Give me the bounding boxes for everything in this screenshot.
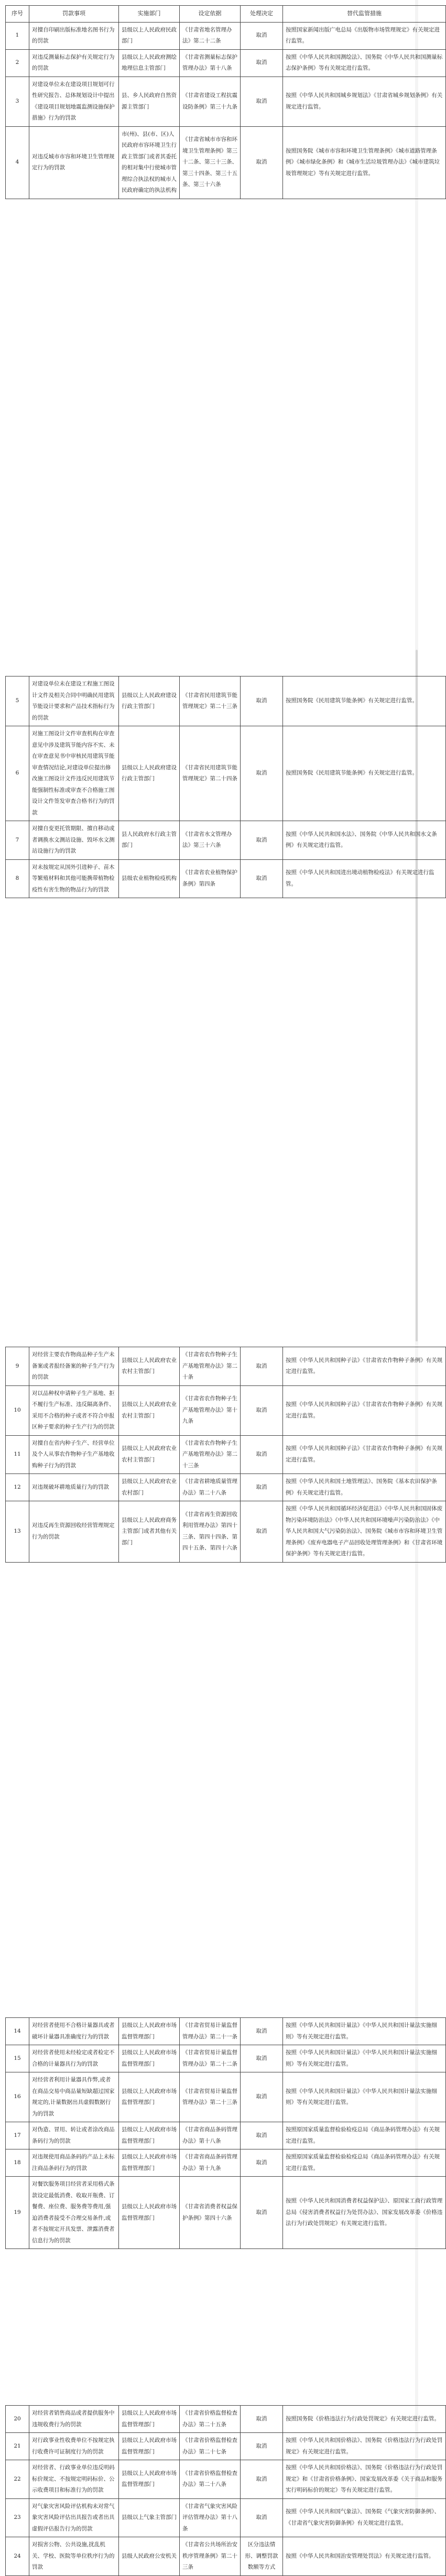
- table-cell: 按照原国家质量监督检验检疫总局《商品条码管理办法》有关规定进行监管。: [283, 2149, 446, 2177]
- table-row: [6, 2072, 446, 2122]
- table-cell: 23: [6, 2498, 29, 2537]
- table-cell: 对施工图设计文件审查机构在审查意见中涉及建筑节能内容不实、未在审查意见书中审核民用建筑节能审查情况结论,对建设单位提出修改施工图设计文件违反民用建筑节能强制性标准或审查不合格施工图设计文件签发审查合格书行为的罚款: [29, 726, 119, 821]
- table-cell: 对违反测量标志保护有关规定行为的罚款: [29, 49, 119, 77]
- table-cell: 取消: [241, 676, 283, 726]
- table-cell: 县级以上人民政府建设行政主管部门: [119, 726, 180, 821]
- table-cell: 按照《中华人民共和国种子法》《甘肃省农作物种子条例》有关规定进行监管。: [283, 1435, 446, 1474]
- table-cell: 对擅自在省内种子生产、经营单位及个人从事农作物种子生产基地收购种子行为的罚款: [29, 1435, 119, 1474]
- table-cell: 对建设单位未在建设工程施工图设计文件及相关合同中明确民用建筑节能设计要求和产品技术指标行为的罚款: [29, 676, 119, 726]
- table-cell: 按照《中华人民共和国循环经济促进法》《中华人民共和国固体废物污染环境防治法》《中华人民共和国环境噪声污染防治法》《中华人民共和国大气污染防治法》、国务院《城市市容和环境卫生管理条例》《废弃电器电子产品回收处理管理条例》和《甘肃省环境保护条例》等有关规定进行监管。: [283, 1501, 446, 1563]
- table-row: [6, 2122, 446, 2149]
- table-cell: 《甘肃省民用建筑节能管理规定》第二十四条: [180, 726, 241, 821]
- table-cell: 县级以上人民政府农业农村部门: [119, 1474, 180, 1501]
- table-cell: 县级以上人民政府测绘地理信息主管部门: [119, 49, 180, 77]
- table-cell: 县级以上人民政府农业农村主管部门: [119, 1435, 180, 1474]
- table-cell: 县级以上人民政府市场监督管理部门: [119, 2018, 180, 2045]
- table-cell: 取消: [241, 2149, 283, 2177]
- table-cell: 《甘肃省城市市容和环境卫生管理条例》第三十二条、第三十三条、第三十四条、第三十五条、第三十六条: [180, 126, 241, 199]
- table-cell: 取消: [241, 1474, 283, 1501]
- table-cell: 取消: [241, 1435, 283, 1474]
- table-cell: 按照国务院《价格违法行为行政处罚规定》有关规定进行监管。: [283, 2406, 446, 2433]
- table-cell: 取消: [241, 2406, 283, 2433]
- table-cell: 对未按规定从国外引进种子、苗木等繁殖材料和其他可能携带植物检疫性有害生物的物品行为的罚款: [29, 859, 119, 898]
- table-cell: 6: [6, 726, 29, 821]
- table-cell: 《甘肃省民用建筑节能管理规定》第二十三条: [180, 676, 241, 726]
- table-cell: 县、乡人民政府自然资源主管部门: [119, 77, 180, 126]
- table-cell: 《甘肃省气象灾害风险评估管理办法》第十八条: [180, 2498, 241, 2537]
- table-cell: 《甘肃省贸易计量监督管理办法》第二十二条: [180, 2045, 241, 2072]
- table-cell: 对违规破坏耕地质量行为的罚款: [29, 1474, 119, 1501]
- table-cell: 县级以上人民政府市场监督管理部门: [119, 2149, 180, 2177]
- table-cell: 取消: [241, 2072, 283, 2122]
- table-cell: 19: [6, 2177, 29, 2249]
- table-cell: 市(州)、县(市、区)人民政府市容环境卫生行政主管部门或者其委托的相对集中行使城市管理综合执法权的城市人民政府确定的执法机构: [119, 126, 180, 199]
- table-cell: 12: [6, 1474, 29, 1501]
- table-row: [6, 126, 446, 199]
- column-header: 罚款事项: [29, 6, 119, 23]
- table-cell: 24: [6, 2537, 29, 2576]
- table-cell: 《甘肃省贸易计量监督管理办法》第二十一条: [180, 2018, 241, 2045]
- table-cell: 20: [6, 2406, 29, 2433]
- table-cell: 5: [6, 676, 29, 726]
- table-cell: 取消: [241, 2460, 283, 2499]
- table-cell: 《甘肃省消费者权益保护条例》第四十六条: [180, 2177, 241, 2249]
- table-cell: 对行政事业性收费单位不按规定执行收费许可证制度行为的罚款: [29, 2433, 119, 2460]
- table-cell: 对擅自印刷出版标准地名图书行为的罚款: [29, 22, 119, 49]
- table-cell: 《甘肃省水文管理办法》第三十六条: [180, 821, 241, 860]
- table-cell: 《甘肃省农作物种子生产基地管理办法》第二十三条: [180, 1435, 241, 1474]
- table-cell: 县级以上人民政府市场监督管理部门: [119, 2072, 180, 2122]
- table-cell: 对以品种权申请种子生产基地、拒不履行生产标准、违反隔离条件、采用不合格的种子或者不符合申报区种子要求的种子生产行为的罚款: [29, 1385, 119, 1435]
- table-cell: 取消: [241, 1501, 283, 1563]
- table-cell: 取消: [241, 22, 283, 49]
- table-cell: 《甘肃省测量标志保护管理办法》第十八条: [180, 49, 241, 77]
- table-cell: 取消: [241, 2045, 283, 2072]
- table-cell: 取消: [241, 821, 283, 860]
- table-cell: 按照国务院《民用建筑节能条例》有关规定进行监管。: [283, 676, 446, 726]
- table-cell: 县级以上人民政府建设行政主管部门: [119, 676, 180, 726]
- table-cell: 县级以上气象主管部门: [119, 2498, 180, 2537]
- section-table: [5, 2405, 446, 2576]
- table-cell: 对经营者利用计量器具作弊,或者在商品交易中商品量短缺超过国家规定的,计量数据出具虚假数据行为的罚款: [29, 2072, 119, 2122]
- table-row: [6, 2045, 446, 2072]
- table-cell: 对气象灾害风险评估机构未对常气象灾害风险评估出具报告或者出具虚假评估报告行为的罚款: [29, 2498, 119, 2537]
- table-cell: 对经营主要农作物商品种子生产未备案或者报经备案的种子生产行为的罚款: [29, 1347, 119, 1386]
- table-cell: 按照《中华人民共和国城乡规划法》《甘肃省城乡规划条例》有关规定进行监管。: [283, 77, 446, 126]
- table-row: [6, 1385, 446, 1435]
- table-cell: 15: [6, 2045, 29, 2072]
- table-cell: 《甘肃省再生资源回收利用管理办法》第四十三条、第四十四条、第四十五条、第四十六条: [180, 1501, 241, 1563]
- table-cell: 县级人民政府公安机关: [119, 2537, 180, 2576]
- table-cell: 按照《中华人民共和国种子法》《甘肃省农作物种子条例》有关规定进行监管。: [283, 1385, 446, 1435]
- table-cell: 取消: [241, 1385, 283, 1435]
- table-cell: 《甘肃省公共场所治安秩序管理条例》第二十三条: [180, 2537, 241, 2576]
- section-table: [5, 5, 446, 199]
- table-cell: 按照《中华人民共和国价格法》、国务院《价格违法行为行政处罚规定》和《甘肃省价格条例》、国家发展改革委《关于商品和服务实行明码标价的规定》等有关规定进行监管。: [283, 2460, 446, 2499]
- table-cell: 取消: [241, 77, 283, 126]
- table-cell: 18: [6, 2149, 29, 2177]
- table-cell: 对违反城市市容和环境卫生管理规定行为的罚款: [29, 126, 119, 199]
- table-cell: 按照《中华人民共和国水法》、国务院《中华人民共和国水文条例》有关规定进行监管。: [283, 821, 446, 860]
- table-row: [6, 2149, 446, 2177]
- section-table: [5, 2017, 446, 2249]
- table-row: [6, 1435, 446, 1474]
- table-cell: 取消: [241, 2018, 283, 2045]
- section-table: [5, 1347, 446, 1563]
- column-header: 实施部门: [119, 6, 180, 23]
- table-cell: 县人民政府水行政主管部门: [119, 821, 180, 860]
- table-row: [6, 2433, 446, 2460]
- table-cell: 按照《中华人民共和国测绘法》、国务院《中华人民共和国测量标志保护条例》等有关规定进行监管。: [283, 49, 446, 77]
- table-cell: 按照《中华人民共和国计量法》《中华人民共和国计量法实施细则》等有关规定进行监管。: [283, 2018, 446, 2045]
- table-cell: 《甘肃省农作物种子生产基地管理办法》第二十条: [180, 1347, 241, 1386]
- table-cell: 《甘肃省商品条码管理办法》第十八条: [180, 2122, 241, 2149]
- table-cell: 11: [6, 1435, 29, 1474]
- table-cell: 《甘肃省价格监督检查办法》第二十五条: [180, 2406, 241, 2433]
- table-cell: 《甘肃省农作物种子生产基地管理办法》第十九条: [180, 1385, 241, 1435]
- table-cell: 8: [6, 859, 29, 898]
- table-cell: 对经营者使用未经检定或者检定不合格的计量器具行为的罚款: [29, 2045, 119, 2072]
- table-cell: 按照《中华人民共和国消费者权益保护法》、原国家工商行政管理总局《侵害消费者权益行为处罚办法》、国家发展改革委《价格违法行为行政处罚规定》有关规定进行监管。: [283, 2177, 446, 2249]
- table-cell: 按照国务院《城市市容和环境卫生管理条例》《城市道路管理条例》《城市绿化条例》和《城市生活垃圾管理办法》《城市建筑垃圾管理规定》等有关规定进行监管。: [283, 126, 446, 199]
- table-row: [6, 1347, 446, 1386]
- header-row: [6, 6, 446, 23]
- table-cell: 9: [6, 1347, 29, 1386]
- table-row: [6, 676, 446, 726]
- table-row: [6, 49, 446, 77]
- column-header: 处理决定: [241, 6, 283, 23]
- table-cell: 取消: [241, 2433, 283, 2460]
- table-cell: 3: [6, 77, 29, 126]
- table-cell: 2: [6, 49, 29, 77]
- table-cell: 《甘肃省农业植物保护条例》第四条: [180, 859, 241, 898]
- table-cell: 县级以上人民政府市场监督管理部门: [119, 2177, 180, 2249]
- table-cell: 县级以上人民政府市场监督管理部门: [119, 2460, 180, 2499]
- table-cell: 取消: [241, 2122, 283, 2149]
- table-cell: 按照国务院《民用建筑节能条例》有关规定进行监管。: [283, 726, 446, 821]
- table-cell: 对擅自变更托管期限、擅自移动或者调换水文测站设施、毁坏水文测站设施行为的罚款: [29, 821, 119, 860]
- table-cell: 17: [6, 2122, 29, 2149]
- table-row: [6, 2537, 446, 2576]
- table-cell: 县级以上人民政府农业农村主管部门: [119, 1385, 180, 1435]
- table-row: [6, 2460, 446, 2499]
- table-cell: 22: [6, 2460, 29, 2499]
- table-cell: 按照《中华人民共和国计量法》《中华人民共和国计量法实施细则》等有关规定进行监管。: [283, 2072, 446, 2122]
- table-cell: 16: [6, 2072, 29, 2122]
- table-row: [6, 821, 446, 860]
- table-cell: 《甘肃省地名管理办法》第二十二条: [180, 22, 241, 49]
- table-cell: 按照原国家质量监督检验检疫总局《商品条码管理办法》有关规定进行监管。: [283, 2122, 446, 2149]
- table-cell: 1: [6, 22, 29, 49]
- table-cell: 按照《中华人民共和国计量法》《中华人民共和国计量法实施细则》等有关规定进行监管。: [283, 2045, 446, 2072]
- table-cell: 《甘肃省价格监督检查办法》第二十七条: [180, 2433, 241, 2460]
- table-cell: 《甘肃省耕地质量管理办法》第二十八条: [180, 1474, 241, 1501]
- table-cell: 对餐饮服务项目经营者采用格式条款设定最低消费、收取开瓶费、订餐费、座位费、服务费等费用,强迫消费者接受不合理交易条件,或者不按规定开具发票、泄露消费者信息行为的罚款: [29, 2177, 119, 2249]
- table-cell: 对违规使用商品条码的产品上未标注商品条码行为的罚款: [29, 2149, 119, 2177]
- table-cell: 取消: [241, 2498, 283, 2537]
- table-cell: 县级以上人民政府市场监督管理部门: [119, 2406, 180, 2433]
- table-cell: 《甘肃省价格监督检查办法》第二十八条: [180, 2460, 241, 2499]
- table-cell: 10: [6, 1385, 29, 1435]
- table-cell: 4: [6, 126, 29, 199]
- table-cell: 按照《中华人民共和国气象法》、国务院《气象灾害防御条例》、《甘肃省气象灾害防御条例》有关规定进行监管。: [283, 2498, 446, 2537]
- table-cell: 取消: [241, 859, 283, 898]
- table-cell: 7: [6, 821, 29, 860]
- table-cell: 县级以上人民政府农业农村主管部门: [119, 1347, 180, 1386]
- table-cell: 对经营者销售商品或者提供服务中违规收费行为的罚款: [29, 2406, 119, 2433]
- table-row: [6, 2018, 446, 2045]
- column-header: 设定依据: [180, 6, 241, 23]
- table-cell: 对损害公物、公共设施,扰乱机关、学校、医院等单位秩序行为的罚款: [29, 2537, 119, 2576]
- table-cell: 取消: [241, 2177, 283, 2249]
- table-cell: 按照国家新闻出版广电总局《出版物市场管理规定》有关规定进行监管。: [283, 22, 446, 49]
- table-cell: 按照《中华人民共和国进出境动植物检疫法》有关规定进行监管。: [283, 859, 446, 898]
- table-cell: 《甘肃省建设工程抗震设防条例》第三十九条: [180, 77, 241, 126]
- table-cell: 对违反再生资源回收经营管理规定行为的罚款: [29, 1501, 119, 1563]
- column-header: 替代监管措施: [283, 6, 446, 23]
- table-cell: 县级以上人民政府市场监督管理部门: [119, 2433, 180, 2460]
- table-row: [6, 1474, 446, 1501]
- table-row: [6, 22, 446, 49]
- table-cell: 对经营者、行政事业单位违反明码标价规定、不按规定明码标价、公示收费项目和标准行为的罚款: [29, 2460, 119, 2499]
- table-row: [6, 1501, 446, 1563]
- table-cell: 对建设单位未在建设项目规划可行性研究报告、总体规划设计中提出《建设项目规划地震监测设施保护措施》行为的罚款: [29, 77, 119, 126]
- column-header: 序号: [6, 6, 29, 23]
- table-row: [6, 2498, 446, 2537]
- table-cell: 取消: [241, 726, 283, 821]
- table-cell: 县级以上人民政府市场监督管理部门: [119, 2045, 180, 2072]
- table-cell: 县级以上人民政府市场监督管理部门: [119, 2122, 180, 2149]
- table-row: [6, 2177, 446, 2249]
- table-cell: 13: [6, 1501, 29, 1563]
- table-cell: 21: [6, 2433, 29, 2460]
- table-cell: 14: [6, 2018, 29, 2045]
- table-cell: 按照《中华人民共和国价格法》、国务院《价格违法行为行政处罚规定》有关规定进行监管。: [283, 2433, 446, 2460]
- table-cell: 《甘肃省贸易计量监督管理办法》第二十三条: [180, 2072, 241, 2122]
- table-row: [6, 859, 446, 898]
- table-cell: 取消: [241, 1347, 283, 1386]
- table-cell: 对经营者使用不合格计量器具或者破坏计量器具准确度行为的罚款: [29, 2018, 119, 2045]
- table-row: [6, 2406, 446, 2433]
- table-cell: 按照《中华人民共和国种子法》《甘肃省农作物种子条例》有关规定进行监管。: [283, 1347, 446, 1386]
- table-row: [6, 726, 446, 821]
- table-cell: 县级以上人民政府商务主管部门或者其他有关部门: [119, 1501, 180, 1563]
- table-cell: 对伪造、冒用、转让或者涂改商品条码行为的罚款: [29, 2122, 119, 2149]
- table-cell: 县级以上人民政府民政部门: [119, 22, 180, 49]
- table-row: [6, 77, 446, 126]
- section-table: [5, 676, 446, 898]
- table-cell: 取消: [241, 49, 283, 77]
- table-cell: 区分违法情形、调整罚款数额等方式: [241, 2537, 283, 2576]
- table-cell: 县级农业植物检疫机构: [119, 859, 180, 898]
- table-cell: 《甘肃省商品条码管理办法》第十九条: [180, 2149, 241, 2177]
- table-cell: 按照《中华人民共和国土地管理法》、国务院《基本农田保护条例》有关规定进行监管。: [283, 1474, 446, 1501]
- table-cell: 取消: [241, 126, 283, 199]
- table-cell: 按照《中华人民共和国治安管理处罚法》有关规定进行监管。: [283, 2537, 446, 2576]
